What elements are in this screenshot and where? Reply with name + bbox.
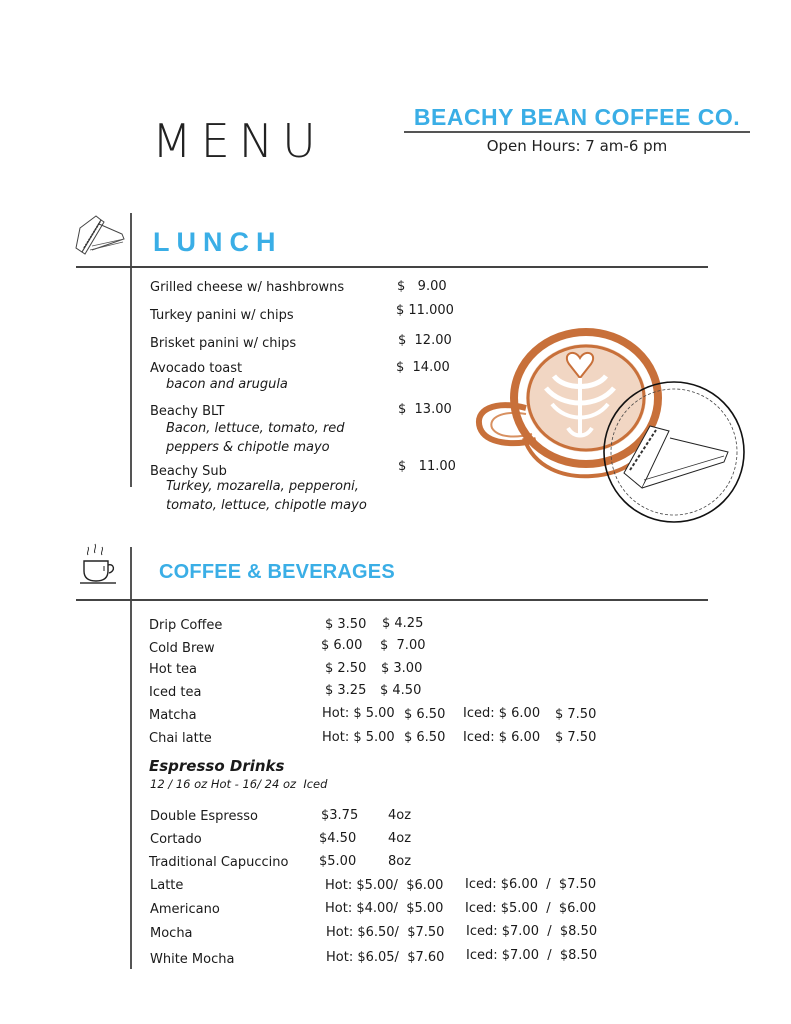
lunch-item-price: $ 13.00 [398, 402, 452, 417]
beverage-iced-small: Iced: $ 6.00 [463, 706, 541, 721]
espresso-drink-name: Latte [150, 878, 184, 893]
open-hours: Open Hours: 7 am-6 pm [486, 137, 668, 155]
espresso-size: 4oz [388, 831, 412, 846]
section-title-lunch: LUNCH [153, 227, 283, 257]
beverage-name: Cold Brew [149, 641, 215, 656]
coffee-divider-horizontal [76, 599, 708, 601]
espresso-drink-iced: Iced: $7.00 / $8.50 [466, 948, 598, 963]
beverage-price-small: $ 2.50 [325, 661, 367, 676]
beverage-name: Chai latte [149, 731, 212, 746]
lunch-item-name: Beachy Sub [150, 464, 227, 479]
coffee-cup-icon [78, 543, 122, 585]
brand-name: BEACHY BEAN COFFEE CO. [413, 104, 741, 130]
beverage-hot-small: Hot: $ 5.00 [322, 730, 395, 745]
espresso-name: Cortado [150, 832, 202, 847]
beverage-price-large: $ 4.25 [382, 616, 424, 631]
lunch-item-price: $ 12.00 [398, 333, 452, 348]
section-title-coffee: COFFEE & BEVERAGES [159, 561, 395, 583]
lunch-divider-vertical [130, 213, 132, 487]
beverage-price-small: $ 3.25 [325, 683, 367, 698]
lunch-item-name: Beachy BLT [150, 404, 225, 419]
lunch-item-description: bacon and arugula [166, 377, 288, 392]
espresso-drink-iced: Iced: $6.00 / $7.50 [465, 877, 597, 892]
espresso-drink-hot: Hot: $5.00/ $6.00 [325, 878, 444, 893]
beverage-price-large: $ 3.00 [381, 661, 423, 676]
espresso-price: $5.00 [319, 854, 357, 869]
lunch-item-price: $ 11.00 [398, 459, 456, 474]
lunch-item-name: Avocado toast [150, 361, 243, 376]
beverage-hot-small: Hot: $ 5.00 [322, 706, 395, 721]
beverage-iced-large: $ 7.50 [555, 707, 597, 722]
beverage-hot-large: $ 6.50 [404, 707, 446, 722]
beverage-price-large: $ 7.00 [380, 638, 426, 653]
espresso-heading: Espresso Drinks [149, 757, 285, 775]
espresso-drink-hot: Hot: $4.00/ $5.00 [325, 901, 444, 916]
espresso-price: $4.50 [319, 831, 357, 846]
espresso-drink-name: White Mocha [150, 952, 235, 967]
lunch-item-name: Grilled cheese w/ hashbrowns [150, 280, 345, 295]
espresso-price: $3.75 [321, 808, 359, 823]
espresso-size-note: 12 / 16 oz Hot - 16/ 24 oz Iced [150, 777, 328, 791]
beverage-price-small: $ 6.00 [321, 638, 363, 653]
espresso-size: 4oz [388, 808, 412, 823]
lunch-item-price: $ 9.00 [397, 279, 447, 294]
espresso-name: Traditional Capuccino [149, 855, 289, 870]
coffee-divider-vertical [130, 547, 132, 969]
beverage-name: Hot tea [149, 662, 198, 677]
lunch-item-name: Brisket panini w/ chips [150, 336, 297, 351]
beverage-iced-small: Iced: $ 6.00 [463, 730, 541, 745]
beverage-hot-large: $ 6.50 [404, 730, 446, 745]
beverage-name: Drip Coffee [149, 618, 223, 633]
sandwich-icon [72, 212, 128, 256]
lunch-item-description: Bacon, lettuce, tomato, red [166, 421, 345, 436]
brand-underline [404, 131, 750, 133]
espresso-size: 8oz [388, 854, 412, 869]
lunch-item-description: peppers & chipotle mayo [166, 440, 330, 455]
lunch-item-description: Turkey, mozarella, pepperoni, [166, 479, 359, 494]
espresso-drink-hot: Hot: $6.50/ $7.50 [326, 925, 445, 940]
beverage-iced-large: $ 7.50 [555, 730, 597, 745]
espresso-drink-name: Mocha [150, 926, 193, 941]
espresso-drink-iced: Iced: $7.00 / $8.50 [466, 924, 598, 939]
latte-and-sandwich-illustration [474, 328, 746, 528]
beverage-price-small: $ 3.50 [325, 617, 367, 632]
page-title: MENU [152, 114, 325, 168]
lunch-item-name: Turkey panini w/ chips [150, 308, 294, 323]
espresso-drink-iced: Iced: $5.00 / $6.00 [465, 901, 597, 916]
lunch-item-price: $ 11.000 [396, 303, 454, 318]
lunch-item-price: $ 14.00 [396, 360, 450, 375]
beverage-price-large: $ 4.50 [380, 683, 422, 698]
espresso-drink-name: Americano [150, 902, 220, 917]
beverage-name: Matcha [149, 708, 197, 723]
lunch-divider-horizontal [76, 266, 708, 268]
lunch-item-description: tomato, lettuce, chipotle mayo [166, 498, 367, 513]
espresso-drink-hot: Hot: $6.05/ $7.60 [326, 950, 445, 965]
beverage-name: Iced tea [149, 685, 202, 700]
espresso-name: Double Espresso [150, 809, 258, 824]
